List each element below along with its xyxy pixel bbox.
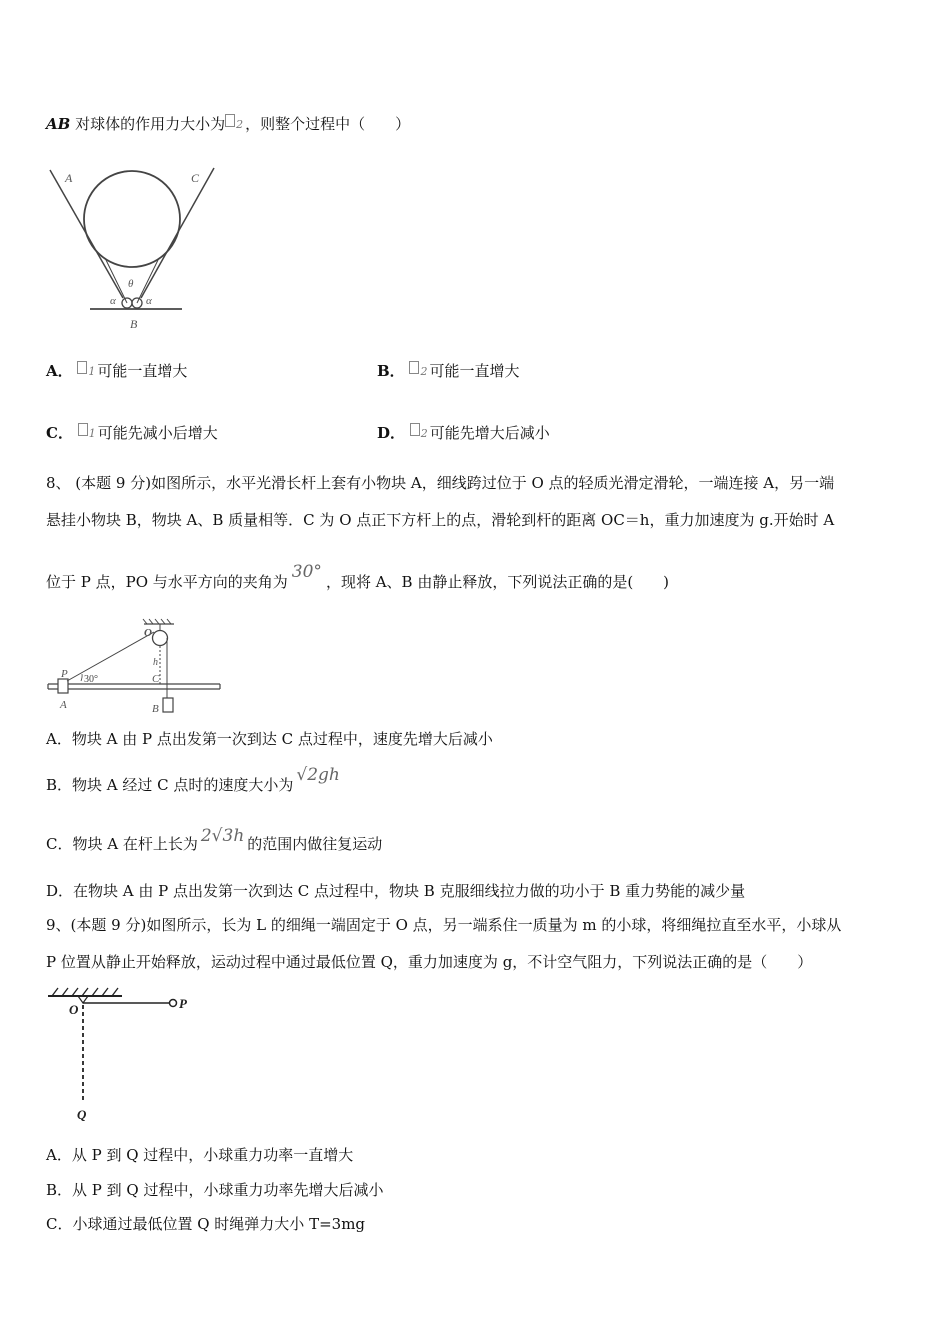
label-c: C	[191, 171, 200, 185]
label-o: O	[144, 627, 152, 639]
label-alpha-right: α	[146, 295, 152, 307]
label-q: Q	[77, 1107, 87, 1122]
pulley	[153, 631, 168, 646]
ball-p	[170, 1000, 177, 1007]
formula-placeholder-icon	[409, 361, 419, 374]
label-o: O	[69, 1002, 79, 1017]
q9-figure	[44, 984, 204, 1124]
q9-line-2: P 位置从静止开始释放，运动过程中通过最低位置 Q，重力加速度为 g，不计空气阻力，下列说法正确的是（ ）	[46, 953, 813, 971]
formula-placeholder-icon	[77, 361, 87, 374]
label-a: A	[60, 699, 67, 711]
formula-placeholder-icon	[225, 114, 235, 127]
q9-option-c: C．小球通过最低位置 Q 时绳弹力大小 T=3mg	[46, 1215, 366, 1233]
range-math: 2√3h	[200, 826, 245, 846]
q8-option-a: A．物块 A 由 P 点出发第一次到达 C 点过程中，速度先增大后减小	[46, 730, 493, 748]
q8-option-d: D．在物块 A 由 P 点出发第一次到达 C 点过程中，物块 B 克服细线拉力做的功小于 B 重力势能的减少量	[46, 882, 746, 900]
q7-option-b: B． 2 可能一直增大	[377, 362, 520, 380]
q9-option-a: A．从 P 到 Q 过程中，小球重力功率一直增大	[46, 1146, 354, 1164]
q8-figure	[44, 618, 224, 718]
q7-option-c: C． 1 可能先减小后增大	[46, 424, 218, 442]
pivot	[78, 996, 88, 1003]
formula-placeholder-icon	[78, 423, 88, 436]
q7-figure	[48, 160, 198, 336]
label-theta: θ	[128, 278, 134, 290]
q9-line-1: 9、(本题 9 分)如图所示，长为 L 的细绳一端固定于 O 点，另一端系住一质量为 m 的小球，将细绳拉直至水平，小球从	[46, 916, 842, 934]
label-p: P	[61, 668, 68, 680]
label-p: P	[179, 996, 187, 1011]
label-h: h	[153, 657, 158, 668]
q7-option-d: D． 2 可能先增大后减小	[377, 424, 550, 442]
label-c: C	[152, 673, 160, 685]
angle-math: 30°	[291, 562, 322, 582]
label-alpha-left: α	[110, 295, 116, 307]
label-b: B	[152, 703, 159, 715]
ceiling-hatch	[52, 988, 118, 996]
q9-option-b: B．从 P 到 Q 过程中，小球重力功率先增大后减小	[46, 1181, 384, 1199]
label-b: B	[130, 317, 138, 331]
q8-line-2: 悬挂小物块 B，物块 A、B 质量相等．C 为 O 点正下方杆上的点，滑轮到杆的距离 OC＝h，重力加速度为 g.开始时 A	[46, 511, 835, 529]
q7-option-a: A． 1 可能一直增大	[46, 362, 188, 380]
block-a	[58, 679, 68, 693]
q8-option-c: C．物块 A 在杆上长为 2√3h 的范围内做往复运动	[46, 826, 383, 853]
string-po	[67, 632, 154, 681]
label-a: A	[65, 171, 73, 185]
velocity-math: √2gh	[296, 765, 340, 785]
ball	[84, 171, 180, 267]
formula-placeholder-icon	[410, 423, 420, 436]
block-b	[163, 698, 173, 712]
q8-line-3: 位于 P 点，PO 与水平方向的夹角为 30° ，现将 A、B 由静止释放，下列说法正确的是( )	[46, 562, 670, 591]
q8-line-1: 8、 (本题 9 分)如图所示，水平光滑长杆上套有小物块 A，细线跨过位于 O 点的轻质光滑定滑轮，一端连接 A，另一端	[46, 474, 835, 492]
label-angle: 30°	[84, 674, 98, 685]
ceiling-hatch	[143, 619, 171, 624]
q8-option-b: B．物块 A 经过 C 点时的速度大小为 √2gh	[46, 765, 340, 794]
q7-intro: AB 对球体的作用力大小为 2 ，则整个过程中（ ）	[46, 115, 411, 133]
